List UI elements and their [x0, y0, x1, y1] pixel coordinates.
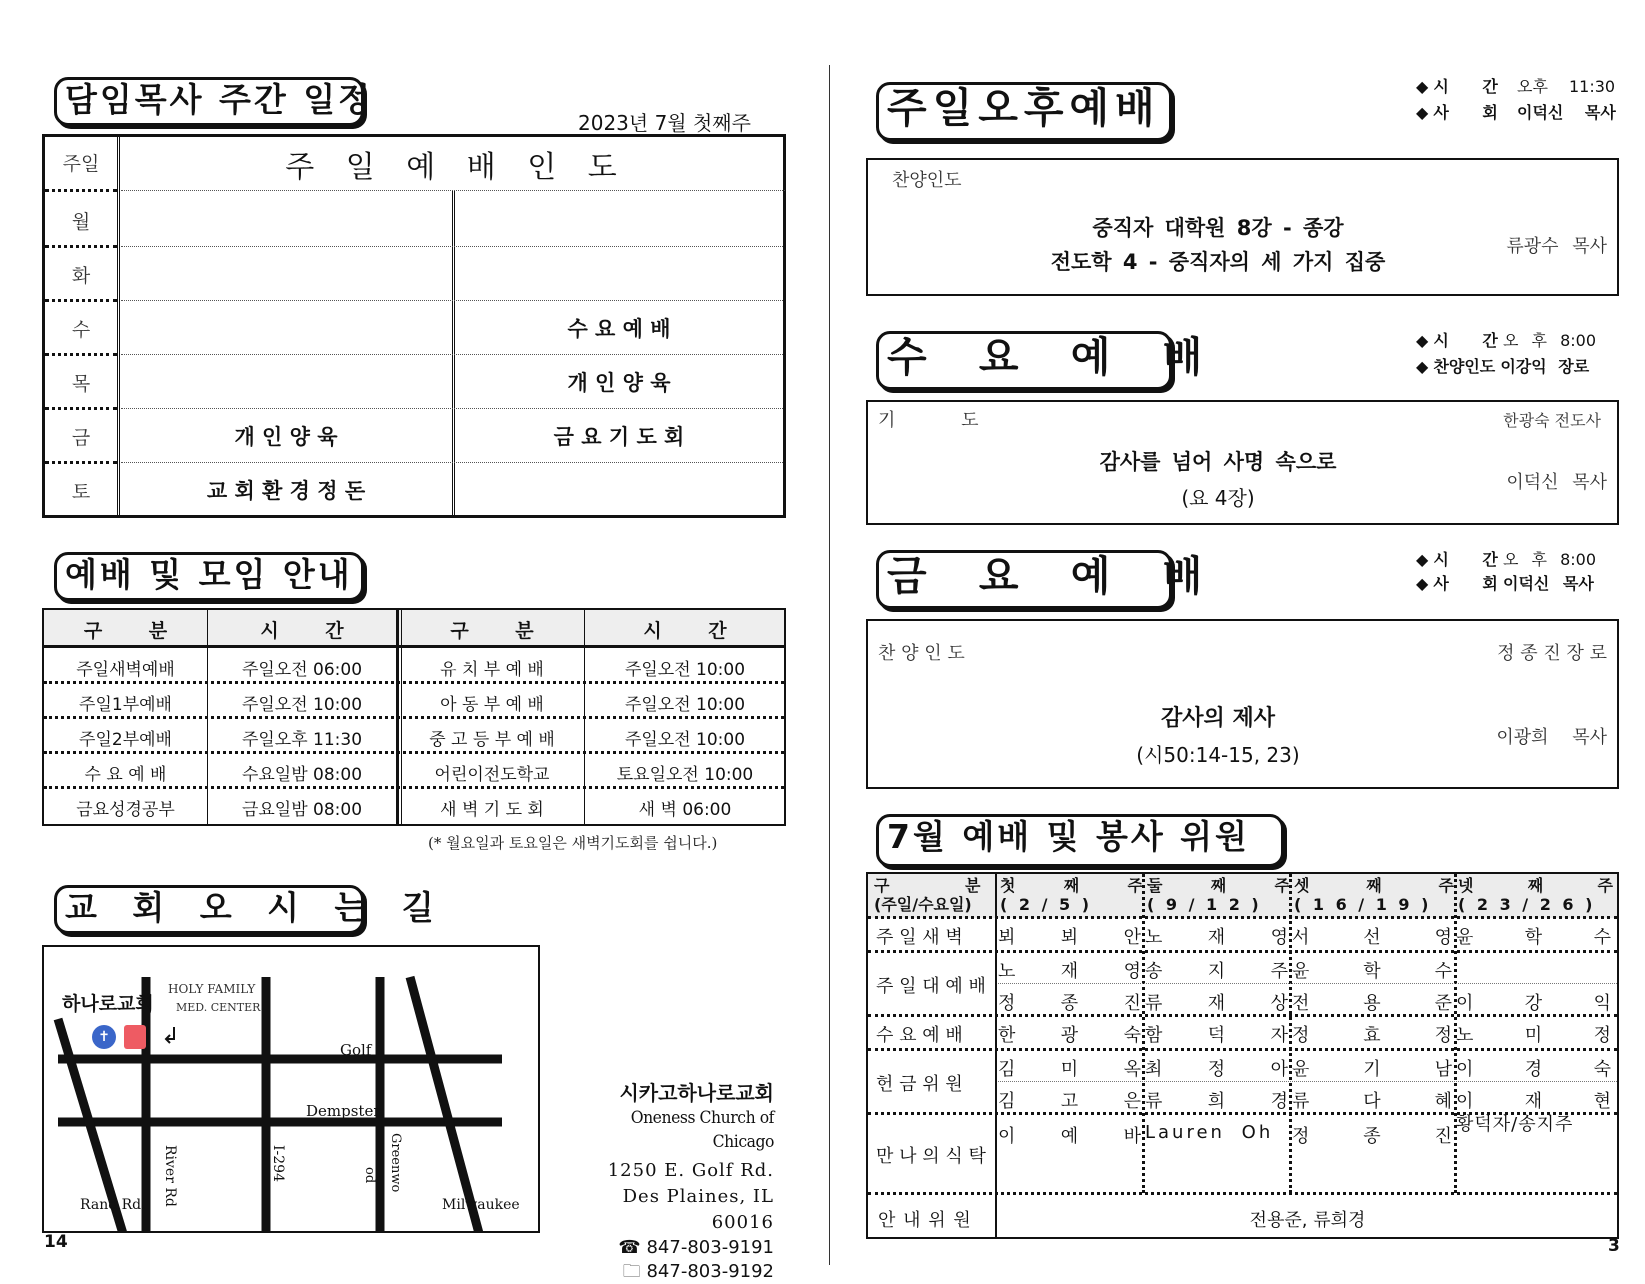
sermon-title: 감사를 넘어 사명 속으로 [1099, 450, 1337, 474]
map-greenwood: Greenwo [388, 1133, 403, 1193]
phone-number: 847-803-9191 [646, 1237, 774, 1258]
map-od: od [362, 1167, 377, 1184]
roster-cell: 정 종 진 [998, 993, 1141, 1014]
july-roster-title: 7월 예배 및 봉사 위원 [876, 814, 1284, 867]
map-church-label: 하나로교회 [62, 993, 154, 1015]
schedule-right-cell: 금 요 기 도 회 [553, 425, 685, 449]
roster-cell: 이 경 숙 [1456, 1059, 1611, 1080]
prayer-value: 한광숙 전도사 [1503, 411, 1601, 430]
schedule-date: 2023년 7월 첫째주 [578, 111, 751, 135]
services-note: (* 월요일과 토요일은 새벽기도회를 쉽니다.) [428, 834, 718, 852]
church-name-kr: 시카고하나로교회 [619, 1081, 774, 1105]
roster-week-dates: ( 2 / 5 ) [1000, 895, 1093, 914]
usher-value: 전용준, 류희경 [1249, 1210, 1366, 1231]
roster-cell: 윤 학 수 [1456, 927, 1611, 948]
schedule-row [45, 355, 783, 409]
roster-head-category: 구 분 [874, 876, 981, 895]
roster-week-dates: ( 9 / 1 2 ) [1147, 895, 1262, 914]
services-cell: 주일오전 10:00 [624, 730, 746, 750]
roster-row-label: 만 나 의 식 탁 [876, 1145, 986, 1167]
sermon-title-1: 중직자 대학원 8강 - 종강 [1092, 216, 1344, 240]
day-label: 금 [71, 427, 91, 449]
roster-cell: 최 정 아 [1145, 1059, 1288, 1080]
schedule-row [45, 463, 783, 517]
weekly-schedule-title: 담임목사 주간 일정 [54, 77, 364, 126]
friday-info: ◆ 시 간 오 후 8:00 ◆ 사 회 이덕신 목사 [1416, 550, 1596, 593]
sunday-pm-info: ◆ 시 간 오후 11:30 ◆ 사 회 이덕신 목사 [1416, 77, 1616, 122]
fax-number: 847-803-9192 [646, 1261, 774, 1282]
roster-cell: 노 재 영 [1145, 927, 1288, 948]
schedule-row [45, 301, 783, 355]
services-header-cell: 시 간 [643, 620, 727, 642]
schedule-row [45, 409, 783, 463]
services-cell: 주일오전 10:00 [624, 695, 746, 715]
sunday-pm-box [866, 158, 1619, 296]
sunday-worship-text: 주 일 예 배 인 도 [285, 150, 621, 185]
july-roster-table [866, 872, 1619, 1239]
praise-leader-label: 찬양인도 [892, 170, 962, 191]
services-cell: 수요일밤 08:00 [241, 765, 363, 785]
roster-cell: 전 용 준 [1292, 993, 1452, 1014]
services-cell: 새 벽 06:00 [638, 800, 732, 820]
roster-cell: 함 덕 자 [1145, 1025, 1288, 1046]
roster-week-name: 넷 째 주 [1458, 876, 1613, 895]
schedule-row [45, 247, 783, 301]
roster-cell: 김 고 은 [998, 1091, 1141, 1112]
roster-cell: 류 재 상 [1145, 993, 1288, 1014]
host-value: 이덕신 목사 [1516, 103, 1616, 122]
services-row [44, 648, 784, 683]
preacher: 이덕신 목사 [1506, 472, 1607, 493]
sermon-title: 감사의 제사 [1161, 706, 1275, 731]
map-dempster: Dempster [306, 1102, 381, 1120]
day-label: 수 [71, 319, 91, 341]
address-line2: Des Plaines, IL 60016 [622, 1186, 774, 1233]
schedule-row [45, 193, 783, 247]
roster-cell: 서 선 영 [1292, 927, 1452, 948]
roster-week-header [1000, 876, 1143, 914]
services-header-cell: 구 분 [83, 620, 168, 642]
scripture: (요 4장) [1181, 486, 1255, 510]
friday-box [866, 619, 1619, 789]
scripture: (시50:14-15, 23) [1136, 743, 1300, 767]
services-cell: 새 벽 기 도 회 [440, 800, 544, 820]
praise-value: 이강익 장로 [1500, 357, 1590, 376]
services-cell: 주일1부예배 [79, 695, 172, 715]
sermon-title-2: 전도학 4 - 중직자의 세 가지 집중 [1050, 250, 1386, 274]
roster-cell: 이 예 바 [998, 1126, 1141, 1147]
map-i294: I-294 [270, 1145, 286, 1182]
telephone-icon: ☎ [618, 1237, 641, 1258]
roster-cell: 정 효 정 [1292, 1025, 1452, 1046]
services-row [44, 683, 784, 718]
services-cell: 어린이전도학교 [434, 765, 550, 785]
host-label: 사 회 [1433, 103, 1512, 122]
schedule-right-cell: 수 요 예 배 [567, 317, 671, 341]
roster-cell: 송 지 주 [1145, 961, 1288, 982]
wednesday-box [866, 400, 1619, 525]
roster-week-dates: ( 1 6 / 1 9 ) [1294, 895, 1432, 914]
services-header-cell: 구 분 [450, 620, 534, 642]
map-rand-rd: Rand Rd. [80, 1197, 146, 1213]
time-value: 오 후 8:00 [1502, 550, 1596, 569]
services-cell: 주일오후 11:30 [241, 730, 363, 750]
prayer-label: 기 도 [878, 410, 979, 431]
services-cell: 주일오전 06:00 [241, 660, 363, 680]
roster-cell: 윤 학 수 [1292, 961, 1452, 982]
roster-row-label: 주 일 새 벽 [876, 927, 963, 948]
directions-title: 교 회 오 시 는 길 [54, 885, 364, 934]
day-label: 월 [71, 211, 91, 233]
address-line1: 1250 E. Golf Rd. [607, 1160, 774, 1181]
roster-week-header [1458, 876, 1613, 914]
roster-week-name: 첫 째 주 [1000, 876, 1143, 895]
usher-label: 안 내 위 원 [878, 1210, 971, 1231]
sunday-pm-title: 주일오후예배 [876, 82, 1172, 141]
schedule-left-cell: 개 인 양 육 [234, 425, 338, 449]
services-cell: 유 치 부 예 배 [440, 660, 544, 680]
cross-icon: ✝ [98, 1029, 110, 1045]
map-holy-family: HOLY FAMILY [168, 982, 256, 996]
time-label: 시 간 [1433, 331, 1498, 350]
roster-head-label [874, 876, 992, 914]
roster-cell: 류 다 혜 [1292, 1091, 1452, 1112]
services-cell: 중 고 등 부 예 배 [429, 730, 555, 750]
time-value: 오 후 8:00 [1502, 331, 1596, 350]
map [42, 945, 540, 1233]
map-milwaukee: Milwaukee [442, 1197, 520, 1213]
roster-row-label: 수 요 예 배 [876, 1025, 963, 1046]
roster-head-sub: (주일/수요일) [874, 895, 972, 914]
roster-row-label: 주 일 대 예 배 [876, 976, 986, 997]
roster-cell: Lauren Oh [1145, 1122, 1274, 1143]
roster-cell: 노 재 영 [998, 961, 1141, 982]
weekly-schedule-table [42, 134, 786, 518]
praise-leader-label: 찬 양 인 도 [878, 643, 965, 664]
page-number-right: 3 [1608, 1236, 1620, 1256]
roster-cell: 류 희 경 [1145, 1091, 1288, 1112]
services-cell: 아 동 부 예 배 [440, 695, 544, 715]
time-value: 오후 11:30 [1516, 77, 1616, 96]
services-title: 예배 및 모임 안내 [54, 552, 364, 601]
services-cell: 주일오전 10:00 [624, 660, 746, 680]
services-row [44, 788, 784, 823]
page-number-left: 14 [44, 1232, 68, 1252]
roster-week-dates: ( 2 3 / 2 6 ) [1458, 895, 1596, 914]
time-label: 시 간 [1433, 550, 1498, 569]
day-label: 목 [71, 373, 91, 395]
services-cell: 수 요 예 배 [84, 765, 167, 785]
roster-week-name: 셋 째 주 [1294, 876, 1454, 895]
day-label: 토 [71, 481, 91, 503]
roster-cell: 황덕자/송지주 [1456, 1114, 1574, 1135]
services-table [42, 608, 786, 826]
roster-week-header [1147, 876, 1290, 914]
center-divider [829, 65, 830, 1265]
church-name-en: Oneness Church of Chicago [630, 1108, 774, 1152]
map-building-marker [124, 1025, 146, 1049]
roster-week-name: 둘 째 주 [1147, 876, 1290, 895]
roster-week-header [1294, 876, 1454, 914]
roster-cell: 윤 기 남 [1292, 1059, 1452, 1080]
services-cell: 주일오전 10:00 [241, 695, 363, 715]
roster-cell: 노 미 정 [1456, 1025, 1611, 1046]
schedule-left-cell: 교 회 환 경 정 돈 [206, 479, 366, 503]
services-cell: 토요일오전 10:00 [616, 765, 754, 785]
services-cell: 주일2부예배 [79, 730, 172, 750]
map-med-center: MED. CENTER [176, 1001, 261, 1014]
host-value: 이덕신 목사 [1502, 574, 1594, 593]
praise-label: 찬양인도 [1433, 357, 1496, 376]
church-info [560, 1080, 774, 1284]
schedule-right-cell: 개 인 양 육 [567, 371, 671, 395]
roster-cell: 이 강 익 [1456, 993, 1611, 1014]
praise-leader-value: 정 종 진 장 로 [1497, 643, 1607, 664]
preacher: 이광희 목사 [1496, 727, 1607, 748]
services-cell: 금요일밤 08:00 [241, 800, 363, 820]
roster-cell: 김 미 옥 [998, 1059, 1141, 1080]
services-cell: 주일새벽예배 [76, 660, 175, 680]
map-river-rd: River Rd [162, 1145, 178, 1207]
services-cell: 금요성경공부 [76, 800, 175, 820]
roster-cell: 이 재 현 [1456, 1091, 1611, 1112]
host-label: 사 회 [1433, 574, 1498, 593]
wednesday-info: ◆ 시 간 오 후 8:00 ◆ 찬양인도 이강익 장로 [1416, 331, 1596, 376]
roster-row-label: 헌 금 위 원 [876, 1074, 963, 1095]
friday-title: 금 요 예 배 [876, 550, 1172, 609]
time-label: 시 간 [1433, 77, 1512, 96]
roster-cell: 뵈 뵈 안 [998, 927, 1141, 948]
roster-cell: 한 광 숙 [998, 1025, 1141, 1046]
services-row [44, 718, 784, 753]
preacher: 류광수 목사 [1506, 236, 1607, 257]
services-row [44, 753, 784, 788]
map-golf: Golf [340, 1041, 372, 1059]
folder-icon: 🗀 [622, 1261, 641, 1282]
wednesday-title: 수 요 예 배 [876, 331, 1172, 390]
day-label-sunday: 주일 [62, 153, 100, 175]
day-label: 화 [71, 265, 91, 287]
services-header-cell: 시 간 [260, 620, 344, 642]
roster-cell: 정 종 진 [1292, 1126, 1452, 1147]
map-church-marker [92, 1025, 116, 1049]
